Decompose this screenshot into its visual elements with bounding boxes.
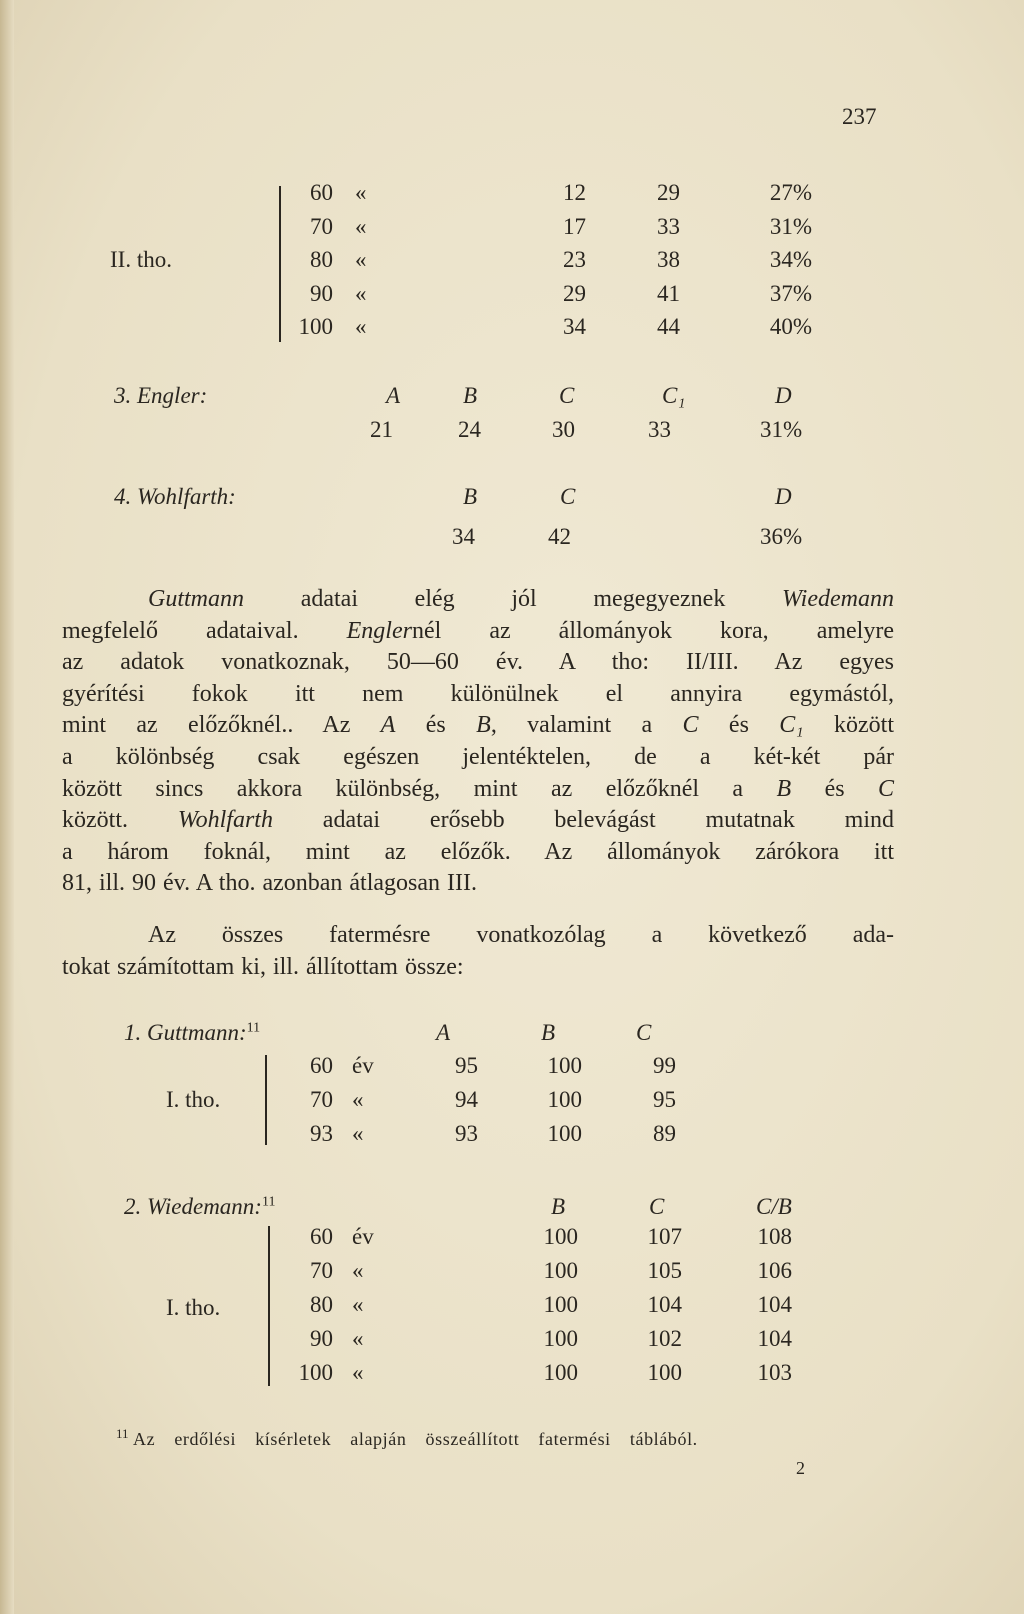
guttmann-header: C xyxy=(636,1020,652,1045)
unit-cell: « xyxy=(352,1326,364,1351)
a-cell: 94 xyxy=(455,1087,478,1112)
unit-cell: « xyxy=(352,1360,364,1385)
text-run: az adatok vonatkoznak, 50—60 év. A tho: II/III. Az egyes xyxy=(62,649,894,676)
pct-cell: 27% xyxy=(769,180,812,205)
text-line xyxy=(62,868,894,900)
text-run: 81, ill. 90 év. A tho. azonban átlagosan III. xyxy=(62,870,478,897)
text-line xyxy=(62,710,894,742)
wohlfarth-value: 42 xyxy=(548,524,571,549)
wohlfarth-header: D xyxy=(775,484,792,509)
wiedemann-row-label: I. tho. xyxy=(166,1295,221,1320)
engler-header: D xyxy=(775,383,792,408)
c-cell: 89 xyxy=(653,1121,676,1146)
c-cell: 38 xyxy=(657,247,680,272)
text-run: és xyxy=(395,712,477,739)
cb-cell: 108 xyxy=(757,1224,792,1249)
b-cell: 100 xyxy=(543,1224,578,1249)
italic-term: C xyxy=(878,775,895,802)
age-cell: 60 xyxy=(310,1053,333,1078)
age-cell: 100 xyxy=(298,314,333,339)
age-cell: 70 xyxy=(310,1258,333,1283)
b-cell: 100 xyxy=(547,1121,582,1146)
text-run: megfelelő adataival. xyxy=(62,617,347,644)
text-line xyxy=(62,647,894,679)
wiedemann-header: C/B xyxy=(756,1194,792,1219)
italic-term: Engler xyxy=(346,617,412,644)
text-line xyxy=(62,679,894,711)
wohlfarth-header: C xyxy=(560,484,576,509)
b-cell: 100 xyxy=(547,1087,582,1112)
engler-value: 24 xyxy=(458,417,481,442)
age-cell: 60 xyxy=(310,1224,333,1249)
b-cell: 12 xyxy=(563,180,586,205)
footnote-line xyxy=(116,1426,698,1450)
c-cell: 41 xyxy=(657,280,680,306)
signature-mark: 2 xyxy=(796,1458,805,1478)
engler-value: 31% xyxy=(760,417,803,442)
page-edge-shadow xyxy=(0,0,14,1614)
unit-cell: « xyxy=(355,213,367,239)
row-label: II. tho. xyxy=(110,247,172,272)
wiedemann-label-text: 2. Wiedemann: xyxy=(124,1194,262,1219)
guttmann-label-text: 1. Guttmann: xyxy=(124,1020,247,1045)
text-line xyxy=(62,584,894,616)
unit-cell: « xyxy=(355,247,367,272)
text-line xyxy=(62,774,894,806)
b-cell: 17 xyxy=(563,213,586,239)
age-cell: 90 xyxy=(310,280,333,306)
italic-term: C xyxy=(682,712,699,739)
text-run: gyérítési fokok itt nem különülnek el annyira egymástól, xyxy=(62,680,894,707)
paragraph-1 xyxy=(62,584,894,900)
unit-cell: év xyxy=(352,1053,374,1078)
c-cell: 107 xyxy=(647,1224,682,1249)
engler-value: 30 xyxy=(552,417,575,442)
engler-header: C₁ xyxy=(662,383,686,408)
engler-header: A xyxy=(386,383,401,408)
wohlfarth-value: 34 xyxy=(452,524,475,549)
text-run: adatai elég jól megegyeznek xyxy=(244,586,783,612)
a-cell: 95 xyxy=(455,1053,478,1078)
c-cell: 105 xyxy=(647,1258,682,1283)
italic-term: Wohlfarth xyxy=(177,807,273,834)
cb-cell: 106 xyxy=(757,1258,792,1283)
text-run: nél az állományok kora, amelyre xyxy=(411,617,894,644)
b-cell: 29 xyxy=(563,280,586,306)
pct-cell: 34% xyxy=(769,247,812,272)
b-cell: 100 xyxy=(547,1053,582,1078)
age-cell: 100 xyxy=(298,1360,333,1385)
text-line: tokat számítottam ki, ill. állítottam össze: xyxy=(62,953,464,980)
text-run: adatai erősebb belevágást mutatnak mind xyxy=(272,807,894,834)
unit-cell: év xyxy=(352,1224,374,1249)
paragraph-2 xyxy=(62,920,894,983)
pct-cell: 37% xyxy=(769,280,812,306)
unit-cell: « xyxy=(352,1121,364,1146)
age-cell: 93 xyxy=(310,1121,333,1146)
engler-header: B xyxy=(463,383,478,408)
guttmann-row-label: I. tho. xyxy=(166,1087,221,1112)
age-cell: 70 xyxy=(310,213,333,239)
footnote-ref: 11 xyxy=(261,1194,276,1210)
engler-label: 3. Engler: xyxy=(114,383,208,408)
text-run: a három foknál, mint az előzők. Az állományok zárókora itt xyxy=(62,838,894,865)
wiedemann-header: B xyxy=(551,1194,566,1219)
footnote-text: Az erdőlési kísérletek alapján összeállított fatermési táblából. xyxy=(133,1429,698,1449)
b-cell: 100 xyxy=(543,1360,578,1385)
wiedemann-label xyxy=(124,1194,275,1220)
c-cell: 102 xyxy=(647,1326,682,1351)
unit-cell: « xyxy=(355,280,367,306)
text-run: között xyxy=(803,712,895,739)
age-cell: 90 xyxy=(310,1326,333,1351)
text-line xyxy=(62,805,894,837)
unit-cell: « xyxy=(352,1087,364,1112)
age-cell: 80 xyxy=(310,247,333,272)
text-run: , valamint a xyxy=(490,712,683,739)
text-run: a kölönbség csak egészen jelentéktelen, de a két-két pár xyxy=(62,743,894,770)
b-cell: 100 xyxy=(543,1258,578,1283)
guttmann-header: B xyxy=(541,1020,556,1045)
text-line xyxy=(62,837,894,869)
cb-cell: 104 xyxy=(757,1326,792,1351)
wohlfarth-value: 36% xyxy=(760,524,803,549)
c-cell: 29 xyxy=(657,180,680,205)
text-line: Az összes fatermésre vonatkozólag a következő ada- xyxy=(148,922,894,948)
b-cell: 34 xyxy=(563,314,586,339)
c-cell: 95 xyxy=(653,1087,676,1112)
footnote-mark: 11 xyxy=(116,1426,129,1441)
text-run: és xyxy=(698,712,780,739)
italic-term: Wiedemann xyxy=(782,586,894,612)
cb-cell: 104 xyxy=(757,1292,792,1317)
engler-value: 33 xyxy=(648,417,671,442)
wohlfarth-label: 4. Wohlfarth: xyxy=(114,484,236,509)
italic-term: B xyxy=(776,775,792,802)
engler-header: C xyxy=(559,383,575,408)
engler-value: 21 xyxy=(370,417,393,442)
italic-term: C₁ xyxy=(779,712,804,739)
unit-cell: « xyxy=(352,1292,364,1317)
c-cell: 33 xyxy=(657,213,680,239)
a-cell: 93 xyxy=(455,1121,478,1146)
age-cell: 70 xyxy=(310,1087,333,1112)
c-cell: 99 xyxy=(653,1053,676,1078)
b-cell: 23 xyxy=(563,247,586,272)
brace xyxy=(268,1226,276,1386)
c-cell: 100 xyxy=(647,1360,682,1385)
pct-cell: 40% xyxy=(769,314,812,339)
c-cell: 104 xyxy=(647,1292,682,1317)
text-line xyxy=(62,742,894,774)
text-run: mint az előzőknél.. Az xyxy=(62,712,381,739)
unit-cell: « xyxy=(355,314,367,339)
italic-term: A xyxy=(380,712,396,739)
italic-term: B xyxy=(476,712,491,739)
b-cell: 100 xyxy=(543,1326,578,1351)
text-run: között sincs akkora különbség, mint az előzőknél a xyxy=(62,775,777,802)
brace xyxy=(265,1055,273,1145)
text-run: között. xyxy=(62,807,178,834)
b-cell: 100 xyxy=(543,1292,578,1317)
age-cell: 60 xyxy=(310,180,333,205)
text-line xyxy=(62,616,894,648)
guttmann-label xyxy=(124,1020,260,1046)
unit-cell: « xyxy=(355,180,367,205)
text-run: és xyxy=(791,775,878,802)
guttmann-header: A xyxy=(436,1020,451,1045)
italic-term: Guttmann xyxy=(148,586,244,612)
wohlfarth-header: B xyxy=(463,484,478,509)
page-number: 237 xyxy=(842,104,877,129)
pct-cell: 31% xyxy=(769,213,812,239)
wiedemann-header: C xyxy=(649,1194,665,1219)
c-cell: 44 xyxy=(657,314,680,339)
age-cell: 80 xyxy=(310,1292,333,1317)
cb-cell: 103 xyxy=(757,1360,792,1385)
brace xyxy=(279,186,287,342)
footnote-ref: 11 xyxy=(246,1020,261,1036)
unit-cell: « xyxy=(352,1258,364,1283)
